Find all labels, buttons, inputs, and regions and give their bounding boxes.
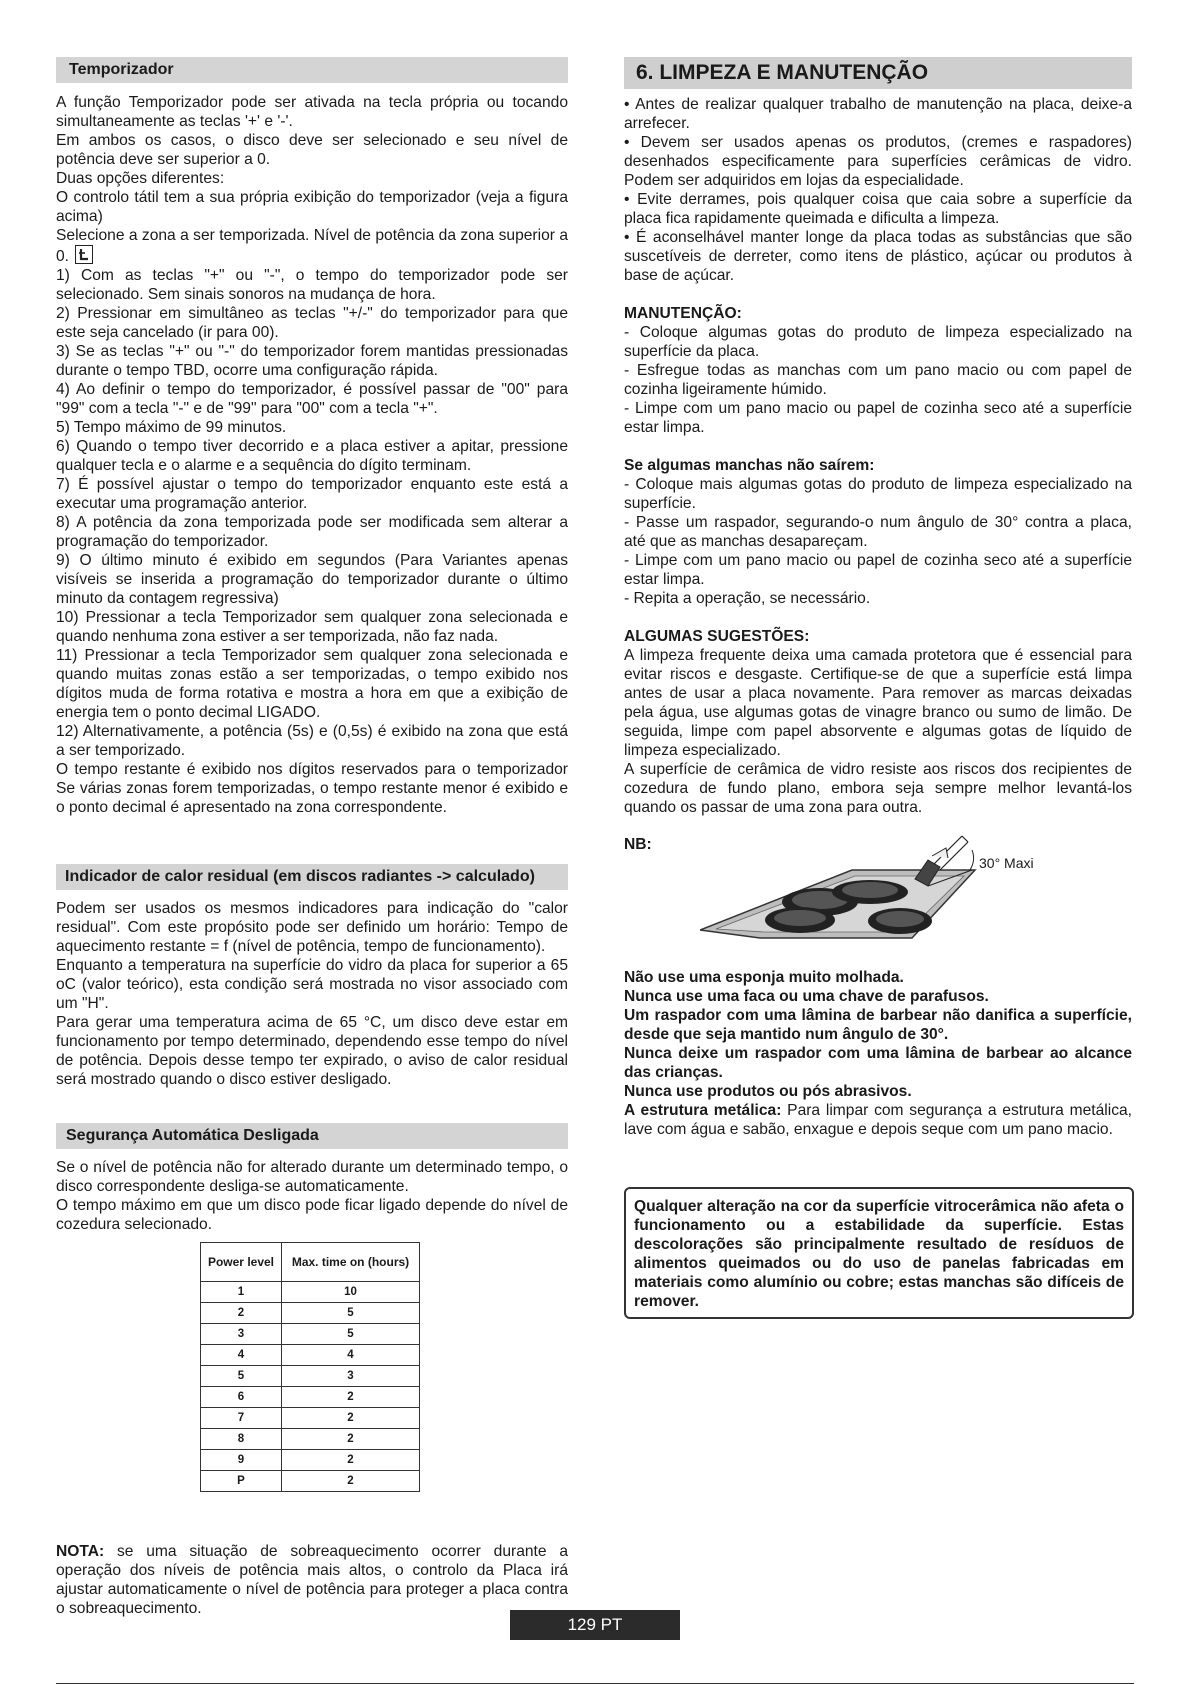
stains-step: - Limpe com um pano macio ou papel de cozinha seco até a superfície estar limpa.	[624, 552, 1132, 588]
timer-paragraph: 6) Quando o tempo tiver decorrido e a placa estiver a apitar, pressione qualquer tecla e o alarme e a sequência do dígito terminam.	[56, 438, 568, 474]
table-row	[201, 1282, 420, 1303]
warning-item: Não use uma esponja muito molhada.	[624, 969, 904, 986]
timer-paragraph: 2) Pressionar em simultâneo as teclas "+/-" do temporizador para que este seja cancelado (ir para 00).	[56, 305, 568, 341]
power-level-cell: 3	[201, 1324, 282, 1345]
table-row	[201, 1450, 420, 1471]
table-body	[201, 1282, 420, 1492]
timer-zone-text: Selecione a zona a ser temporizada. Nível de potência da zona superior a 0.	[56, 227, 568, 265]
warning-item: Nunca use produtos ou pós abrasivos.	[624, 1083, 912, 1100]
max-time-cell: 2	[282, 1471, 420, 1492]
power-level-cell: 2	[201, 1303, 282, 1324]
power-level-cell: 8	[201, 1429, 282, 1450]
discoloration-notice-box	[624, 1187, 1134, 1319]
metal-structure-paragraph	[624, 1101, 1132, 1139]
autooff-body	[56, 1158, 568, 1234]
left-column	[56, 57, 568, 817]
power-level-cell: 7	[201, 1408, 282, 1429]
maintenance-step: - Coloque algumas gotas do produto de limpeza especializado na superfície da placa.	[624, 324, 1132, 360]
metal-label: A estrutura metálica:	[624, 1102, 782, 1119]
timer-paragraph: 11) Pressionar a tecla Temporizador sem qualquer zona selecionada e quando muitas zonas estão a ser temporizadas, o tempo exibido nos dígitos muda de forma rotativa e mostra a hora em que a exibição de energia tem o ponto decimal LIGADO.	[56, 647, 568, 721]
max-time-cell: 2	[282, 1408, 420, 1429]
table-header-power: Power level	[201, 1243, 282, 1282]
max-time-cell: 5	[282, 1324, 420, 1345]
residual-paragraph: Podem ser usados os mesmos indicadores para indicação do "calor residual". Com este propósito pode ser definido um horário: Tempo de aquecimento restante = f (nível de potência, tempo de funcionamento).	[56, 900, 568, 955]
timer-paragraph: 12) Alternativamente, a potência (5s) e (0,5s) é exibido na zona que está a ser temporizado.	[56, 723, 568, 759]
intro-bullet: • É aconselhável manter longe da placa todas as substâncias que são suscetíveis de derreter, como itens de plástico, açúcar ou produtos à base de açúcar.	[624, 229, 1132, 284]
timer-heading: Temporizador	[56, 57, 568, 83]
table-row	[201, 1366, 420, 1387]
power-table-wrap	[200, 1242, 420, 1492]
table-header-row	[201, 1243, 420, 1282]
warnings-block	[624, 968, 1132, 1139]
power-level-cell: 6	[201, 1387, 282, 1408]
autooff-paragraph: O tempo máximo em que um disco pode ficar ligado depende do nível de cozedura selecionado.	[56, 1197, 568, 1233]
power-level-cell: 4	[201, 1345, 282, 1366]
max-time-cell: 5	[282, 1303, 420, 1324]
scraper-illustration	[700, 830, 1060, 950]
power-level-cell: P	[201, 1471, 282, 1492]
table-header-time: Max. time on (hours)	[282, 1243, 420, 1282]
maintenance-heading: MANUTENÇÃO:	[624, 305, 742, 322]
stains-step: - Repita a operação, se necessário.	[624, 590, 871, 607]
residual-heading: Indicador de calor residual (em discos radiantes -> calculado)	[56, 864, 568, 890]
timer-paragraph: 8) A potência da zona temporizada pode ser modificada sem alterar a programação do temporizador.	[56, 514, 568, 550]
stains-step: - Coloque mais algumas gotas do produto de limpeza especializado na superfície.	[624, 476, 1132, 512]
cleaning-intro	[624, 95, 1132, 285]
timer-paragraph: 4) Ao definir o tempo do temporizador, é possível passar de "00" para "99" com a tecla "-" e de "99" para "00" com a tecla "+".	[56, 381, 568, 417]
timer-paragraph: 3) Se as teclas "+" ou "-" do temporizador forem mantidas pressionadas durante o tempo TBD, ocorre uma configuração rápida.	[56, 343, 568, 379]
max-time-cell: 2	[282, 1450, 420, 1471]
timer-paragraph: O tempo restante é exibido nos dígitos reservados para o temporizador Se várias zonas forem temporizadas, o tempo restante menor é exibido e o ponto decimal é apresentado na zona correspondente.	[56, 761, 568, 816]
timer-paragraph: A função Temporizador pode ser ativada na tecla própria ou tocando simultaneamente as teclas '+' e '-'.	[56, 94, 568, 130]
max-time-cell: 2	[282, 1429, 420, 1450]
suggestions-heading: ALGUMAS SUGESTÕES:	[624, 628, 810, 645]
residual-paragraph: Para gerar uma temperatura acima de 65 °C, um disco deve estar em funcionamento por tempo determinado, dependendo esse tempo do nível de potência. Depois desse tempo ter expirado, o aviso de calor residual será mostrado quando o disco estiver desligado.	[56, 1014, 568, 1088]
autooff-paragraph: Se o nível de potência não for alterado durante um determinado tempo, o disco correspondente desliga-se automaticamente.	[56, 1159, 568, 1195]
table-row	[201, 1471, 420, 1492]
table-row	[201, 1324, 420, 1345]
table-row	[201, 1303, 420, 1324]
power-level-cell: 9	[201, 1450, 282, 1471]
timer-paragraph: O controlo tátil tem a sua própria exibição do temporizador (veja a figura acima)	[56, 189, 568, 225]
intro-bullet: • Antes de realizar qualquer trabalho de manutenção na placa, deixe-a arrefecer.	[624, 96, 1132, 132]
warning-item: Nunca use uma faca ou uma chave de parafusos.	[624, 988, 989, 1005]
table-row	[201, 1387, 420, 1408]
suggestion-paragraph: A superfície de cerâmica de vidro resiste aos riscos dos recipientes de cozedura de fundo plano, embora seja sempre melhor levantá-los quando os passar de uma zona para outra.	[624, 761, 1132, 816]
table-row	[201, 1429, 420, 1450]
power-level-cell: 5	[201, 1366, 282, 1387]
intro-bullet: • Evite derrames, pois qualquer coisa que caia sobre a superfície da placa fica rapidamente queimada e dificulta a limpeza.	[624, 191, 1132, 227]
autooff-heading: Segurança Automática Desligada	[56, 1123, 568, 1149]
intro-bullet: • Devem ser usados apenas os produtos, (cremes e raspadores) desenhados especificamente para superfícies cerâmicas de vidro. Podem ser adquiridos em lojas da especialidade.	[624, 134, 1132, 189]
timer-body	[56, 93, 568, 817]
angle-label: 30° Maxi	[979, 855, 1034, 871]
timer-paragraph: Em ambos os casos, o disco deve ser selecionado e seu nível de potência deve ser superior a 0.	[56, 132, 568, 168]
max-time-cell: 2	[282, 1387, 420, 1408]
note-text: se uma situação de sobreaquecimento ocorrer durante a operação dos níveis de potência mais altos, o controlo da Placa irá ajustar automaticamente o nível de potência para proteger a placa contra o sobreaquecimento.	[56, 1543, 568, 1617]
warning-item: Um raspador com uma lâmina de barbear não danifica a superfície, desde que seja mantido num ângulo de 30°.	[624, 1007, 1132, 1043]
autooff-section	[56, 1123, 568, 1234]
residual-section	[56, 864, 568, 1089]
metal-text: Para limpar com segurança a estrutura metálica, lave com água e sabão, enxague e depois seque com um pano macio.	[624, 1102, 1132, 1138]
timer-display-icon	[75, 245, 93, 264]
suggestion-paragraph: A limpeza frequente deixa uma camada protetora que é essencial para evitar riscos e desgaste. Certifique-se de que a superfície está limpa antes de usar a placa novamente. Para remover as marcas deixadas pela água, use algumas gotas de vinagre branco ou sumo de limão. De seguida, limpe com papel absorvente e algumas gotas de líquido de limpeza especializado.	[624, 647, 1132, 759]
stains-step: - Passe um raspador, segurando-o num ângulo de 30° contra a placa, até que as manchas desapareçam.	[624, 514, 1132, 550]
table-row	[201, 1345, 420, 1366]
stains-heading: Se algumas manchas não saírem:	[624, 457, 875, 474]
timer-paragraph: 5) Tempo máximo de 99 minutos.	[56, 419, 287, 436]
discoloration-notice-text: Qualquer alteração na cor da superfície vitrocerâmica não afeta o funcionamento ou a estabilidade da superfície. Estas descolorações são principalmente resultado de resíduos de alimentos queimados ou do uso de panelas fabricadas em materiais como alumínio ou cobre; estas manchas são difíceis de remover.	[634, 1198, 1124, 1310]
warning-item: Nunca deixe um raspador com uma lâmina de barbear ao alcance das crianças.	[624, 1045, 1132, 1081]
power-level-cell: 1	[201, 1282, 282, 1303]
timer-paragraph: 1) Com as teclas "+" ou "-", o tempo do temporizador pode ser selecionado. Sem sinais sonoros na mudança de hora.	[56, 267, 568, 303]
section-title: 6. LIMPEZA E MANUTENÇÃO	[624, 57, 1132, 89]
timer-paragraph	[56, 226, 568, 266]
max-time-cell: 3	[282, 1366, 420, 1387]
timer-paragraph: 10) Pressionar a tecla Temporizador sem qualquer zona selecionada e quando nenhuma zona estiver a ser temporizada, não faz nada.	[56, 609, 568, 645]
maintenance-step: - Limpe com um pano macio ou papel de cozinha seco até a superfície estar limpa.	[624, 400, 1132, 436]
note-block	[56, 1542, 568, 1618]
max-time-cell: 4	[282, 1345, 420, 1366]
timer-paragraph: 9) O último minuto é exibido em segundos (Para Variantes apenas visíveis se inserida a programação do temporizador durante o último minuto da contagem regressiva)	[56, 552, 568, 607]
right-column	[624, 57, 1132, 817]
page-number: 129 PT	[510, 1610, 680, 1640]
note-paragraph	[56, 1542, 568, 1618]
max-time-cell: 10	[282, 1282, 420, 1303]
table-row	[201, 1408, 420, 1429]
timer-paragraph: 7) É possível ajustar o tempo do temporizador enquanto este está a executar uma programação anterior.	[56, 476, 568, 512]
power-level-table	[200, 1242, 420, 1492]
residual-body	[56, 899, 568, 1089]
timer-paragraph: Duas opções diferentes:	[56, 170, 225, 187]
note-label: NOTA:	[56, 1543, 105, 1560]
nb-label: NB:	[624, 836, 652, 853]
maintenance-step: - Esfregue todas as manchas com um pano macio ou com papel de cozinha ligeiramente húmido.	[624, 362, 1132, 398]
residual-paragraph: Enquanto a temperatura na superfície do vidro da placa for superior a 65 oC (valor teórico), esta condição será mostrada no visor associado com um "H".	[56, 957, 568, 1012]
